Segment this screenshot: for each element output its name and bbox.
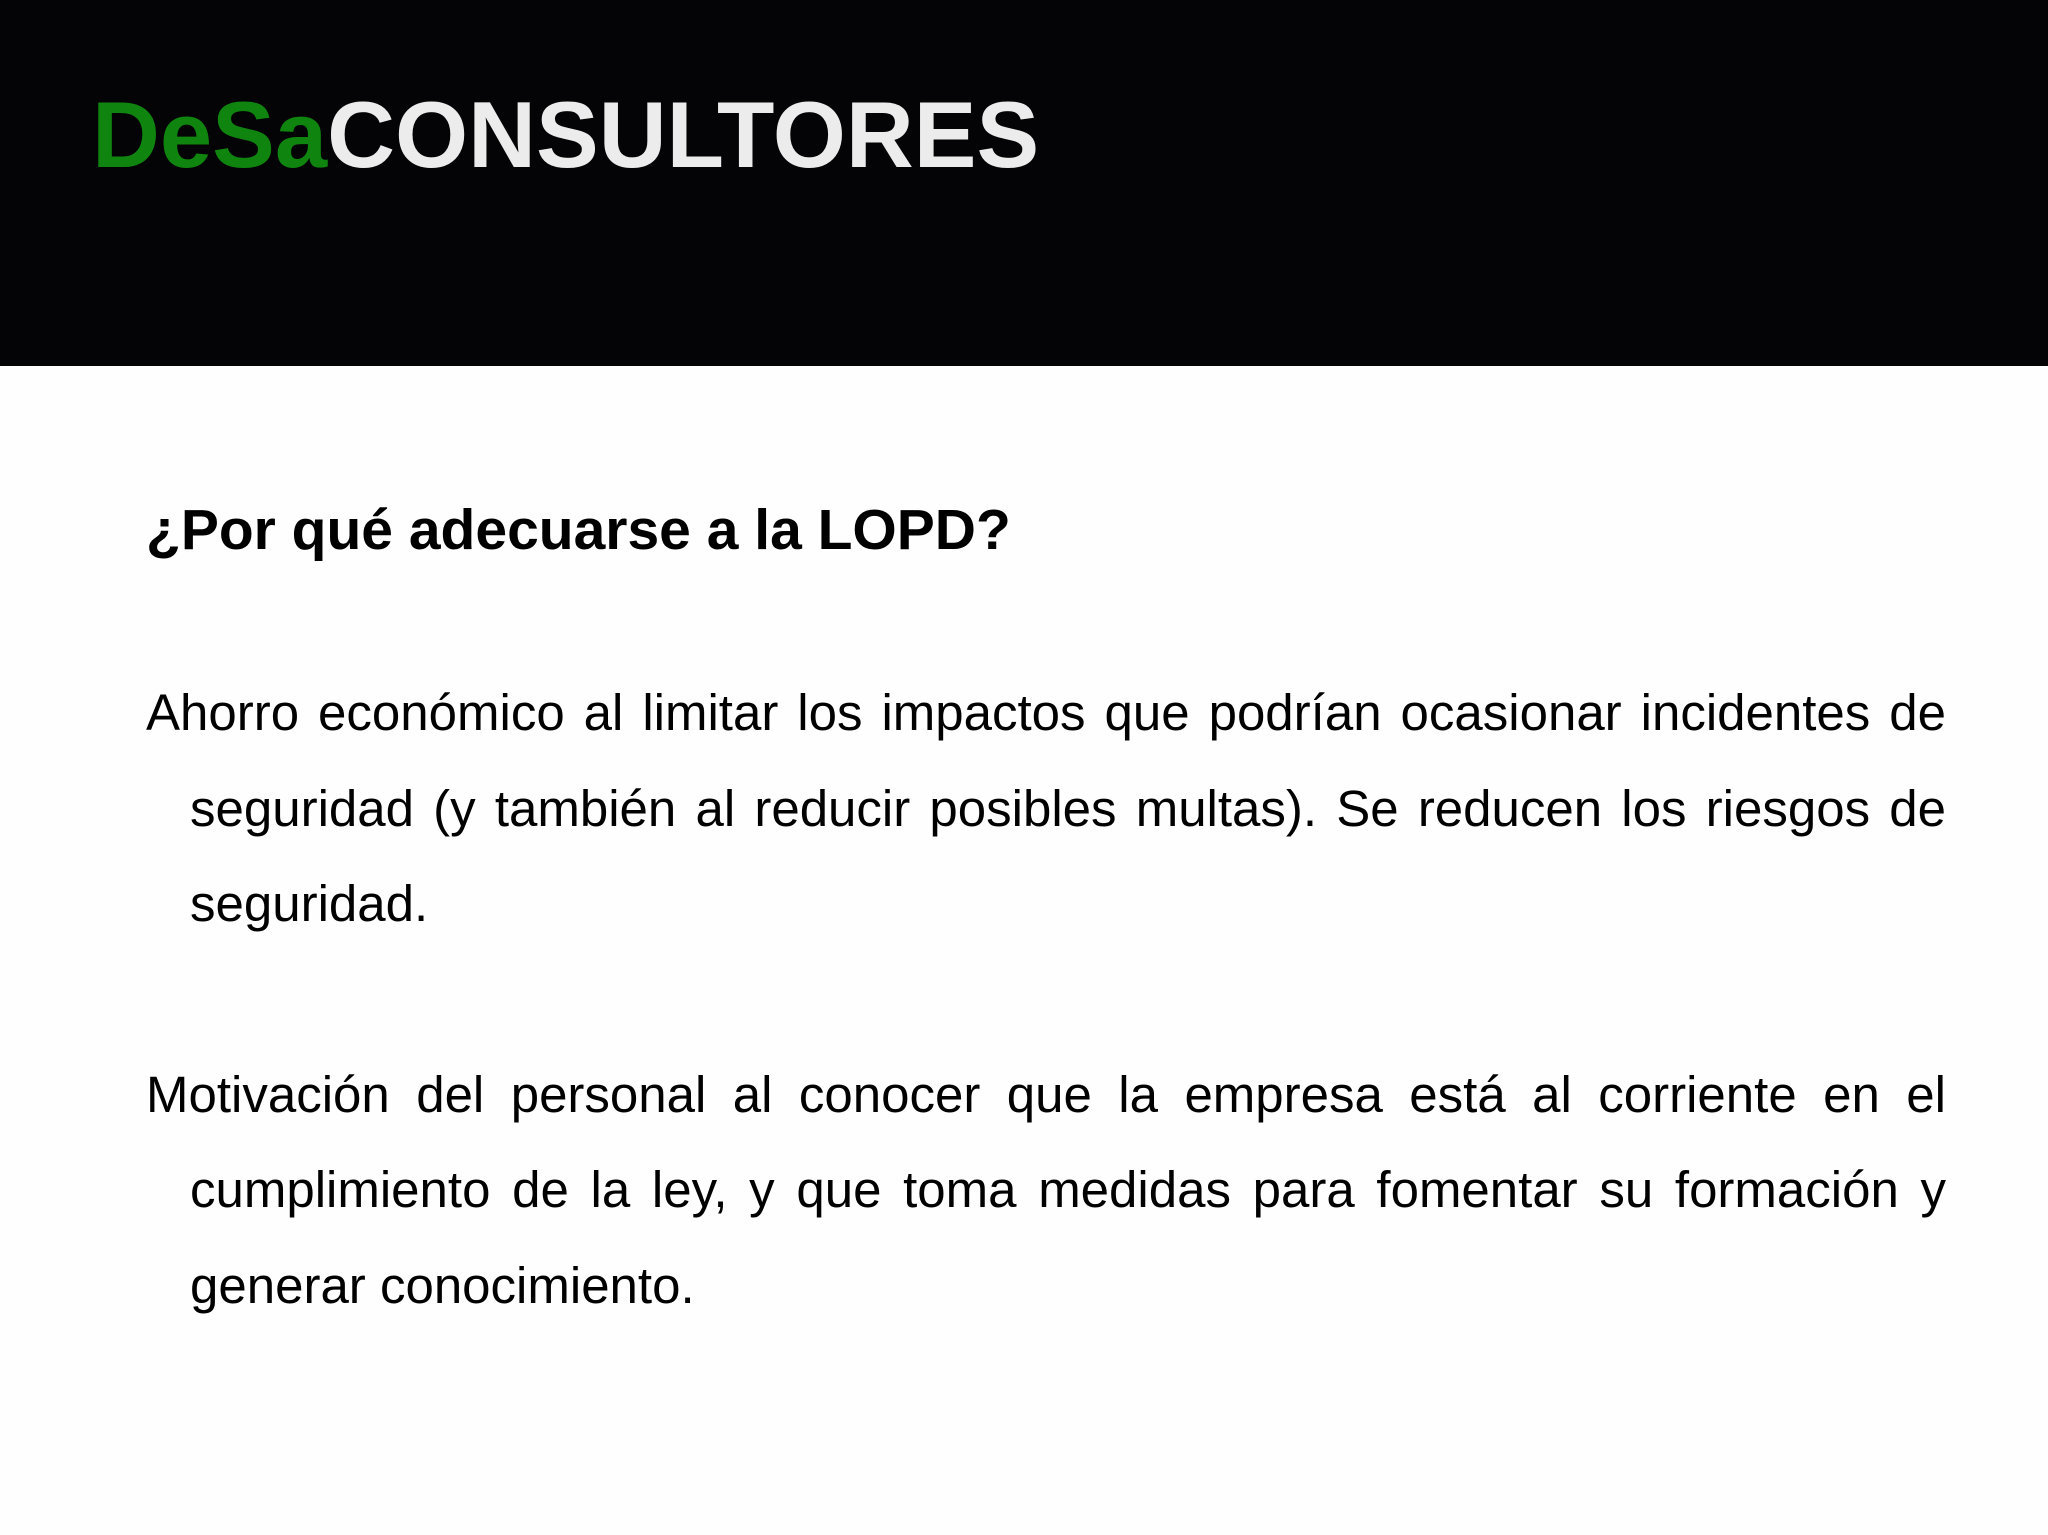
slide-heading: ¿Por qué adecuarse a la LOPD? (146, 498, 1011, 562)
logo-part-desa: DeSa (92, 82, 328, 187)
paragraph-savings: Ahorro económico al limitar los impactos que podrían ocasionar incidentes de seguridad (y también al reducir posibles multas). Se reducen los riesgos de seguridad. (146, 684, 1946, 932)
paragraph-motivation: Motivación del personal al conocer que la empresa está al corriente en el cumplimiento de la ley, y que toma medidas para fomentar su formación y generar conocimiento. (146, 1065, 1946, 1314)
slide-content (146, 490, 1946, 1333)
logo-part-consultores: CONSULTORES (327, 82, 1040, 187)
company-logo (92, 80, 1039, 190)
header-band (0, 0, 2048, 366)
